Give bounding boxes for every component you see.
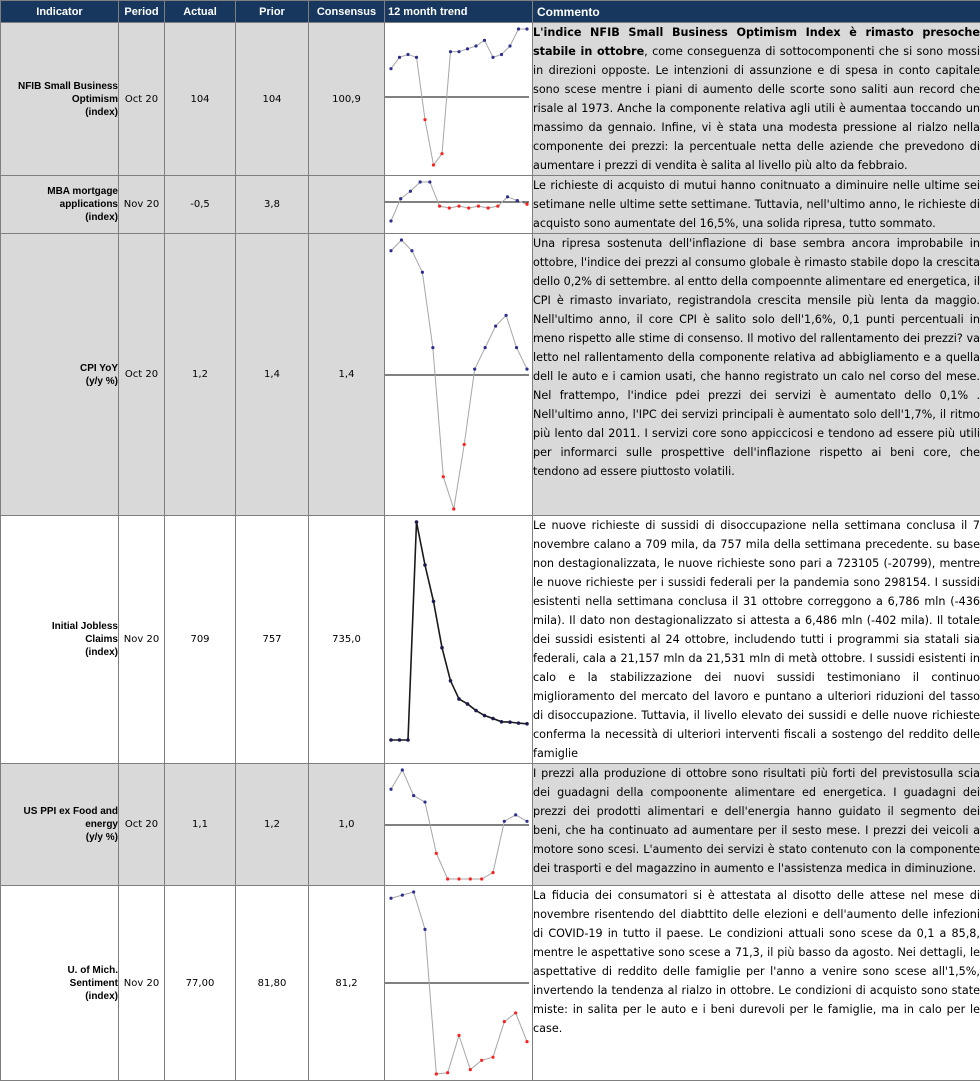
trend-point bbox=[389, 738, 393, 742]
trend-point bbox=[406, 53, 409, 56]
trend-point bbox=[400, 238, 403, 241]
sparkline-svg bbox=[385, 176, 533, 227]
trend-point bbox=[500, 53, 503, 56]
trend-point bbox=[457, 877, 460, 880]
trend-point bbox=[466, 702, 470, 706]
trend-point bbox=[446, 877, 449, 880]
actual-cell: 77,00 bbox=[165, 886, 236, 1081]
trend-point bbox=[423, 800, 426, 803]
header-period: Period bbox=[119, 1, 165, 23]
consensus-cell: 81,2 bbox=[309, 886, 385, 1081]
trend-point bbox=[514, 813, 517, 816]
consensus-cell: 100,9 bbox=[309, 23, 385, 176]
period-cell: Oct 20 bbox=[119, 764, 165, 886]
trend-point bbox=[517, 27, 520, 30]
prior-cell: 81,80 bbox=[236, 886, 309, 1081]
table-row bbox=[1, 886, 980, 1081]
trend-point bbox=[435, 1072, 438, 1075]
trend-point bbox=[457, 1034, 460, 1037]
trend-point bbox=[491, 56, 494, 59]
trend-point bbox=[469, 877, 472, 880]
table-row bbox=[1, 516, 980, 764]
trend-point bbox=[412, 890, 415, 893]
period-cell: Oct 20 bbox=[119, 234, 165, 516]
trend-point bbox=[423, 928, 426, 931]
trend-point bbox=[463, 443, 466, 446]
trend-point bbox=[473, 368, 476, 371]
trend-point bbox=[399, 197, 402, 200]
trend-point bbox=[477, 205, 480, 208]
trend-point bbox=[484, 346, 487, 349]
trend-point bbox=[432, 163, 435, 166]
prior-cell: 1,2 bbox=[236, 764, 309, 886]
trend-point bbox=[525, 820, 528, 823]
trend-point bbox=[469, 1068, 472, 1071]
trend-point bbox=[410, 249, 413, 252]
header-prior: Prior bbox=[236, 1, 309, 23]
actual-cell: 104 bbox=[165, 23, 236, 176]
header-row bbox=[1, 1, 980, 23]
actual-cell: 1,1 bbox=[165, 764, 236, 886]
indicator-name: CPI YoY (y/y %) bbox=[1, 234, 119, 516]
trend-point bbox=[389, 249, 392, 252]
trend-point bbox=[442, 475, 445, 478]
trend-point bbox=[525, 27, 528, 30]
trend-point bbox=[389, 788, 392, 791]
trend-point bbox=[415, 56, 418, 59]
trend-point bbox=[449, 679, 453, 683]
table-row bbox=[1, 23, 980, 176]
trend-point bbox=[506, 195, 509, 198]
trend-point bbox=[440, 152, 443, 155]
trend-point bbox=[446, 1071, 449, 1074]
indicator-name: Initial Jobless Claims (index) bbox=[1, 516, 119, 764]
trend-point bbox=[389, 897, 392, 900]
indicator-name: NFIB Small Business Optimism (index) bbox=[1, 23, 119, 176]
trend-point bbox=[428, 180, 431, 183]
indicator-name: U. of Mich. Sentiment (index) bbox=[1, 886, 119, 1081]
trend-chart bbox=[385, 764, 533, 886]
trend-point bbox=[419, 180, 422, 183]
trend-point bbox=[515, 346, 518, 349]
trend-point bbox=[516, 199, 519, 202]
trend-point bbox=[525, 368, 528, 371]
sparkline-svg bbox=[385, 764, 533, 885]
trend-chart bbox=[385, 886, 533, 1081]
trend-point bbox=[423, 563, 427, 567]
actual-cell: 709 bbox=[165, 516, 236, 764]
trend-point bbox=[517, 721, 521, 725]
comment-cell: I prezzi alla produzione di ottobre sono risultati più forti del previstosulla scia dei guadagni della compoonente alimentare ed energetica. I guadagni dei prezzi dei prodotti alimentari e dell'energia hanno guidato il segmento dei beni, che ha continuato ad aumentare per il sesto mese. I prezzi dei veicoli a motore sono scesi. L'aumento dei servizi è stato contenuto con la componente dei trasporti e del magazzino in aumento e l'assistenza medica in diminuzione. bbox=[533, 764, 980, 886]
trend-point bbox=[487, 206, 490, 209]
trend-point bbox=[457, 697, 461, 701]
comment-cell: Una ripresa sostenuta dell'inflazione di base sembra ancora improbabile in ottobre, l'indice dei prezzi al consumo globale è rimasto stabile dopo la crescita dello 0,2% di settembre. al entto della compoennte alimentare ed energetica, il CPI è rimasto invariato, registrandola crescita mensile più lenta da maggio. Nell'ultimo anno, il core CPI è salito solo dell'1,6%, 0,1 punti percentuali in meno rispetto alle stime di consenso. Il motivo del rallentamento dei prezzi? va letto nel rallentamento della componente relativa ad abbigliamento e a quella dell le auto e i camion usati, che hanno registrato un calo nel corso del mese. Nel frattempo, l'indice pdei prezzi dei servizi è aumentato dello 0,1% . Nell'ultimo anno, l'IPC dei servizi principali è aumentato solo dell'1,7%, il ritmo più lento dal 2011. I servizi core sono appiccicosi e tendono ad essere più utili per informarci sulle prospettive dell'inflazione rispetto ai beni core, che tendono ad essere piuttosto volatili. bbox=[533, 234, 980, 516]
trend-point bbox=[525, 1040, 528, 1043]
trend-chart bbox=[385, 516, 533, 764]
prior-cell: 1,4 bbox=[236, 234, 309, 516]
table-row bbox=[1, 764, 980, 886]
prior-cell: 757 bbox=[236, 516, 309, 764]
trend-point bbox=[412, 794, 415, 797]
indicator-name: US PPI ex Food and energy (y/y %) bbox=[1, 764, 119, 886]
trend-point bbox=[525, 722, 529, 726]
trend-point bbox=[474, 709, 478, 713]
actual-cell: -0,5 bbox=[165, 176, 236, 234]
trend-point bbox=[508, 720, 512, 724]
period-cell: Oct 20 bbox=[119, 23, 165, 176]
table-row bbox=[1, 234, 980, 516]
trend-point bbox=[508, 44, 511, 47]
trend-point bbox=[504, 314, 507, 317]
comment-cell: Le richieste di acquisto di mutui hanno conitnuato a diminuire nelle ultime sei setimane nelle ultime sette settimane. Tuttavia, nell'ultimo anno, le richieste di acquisto sono aumentate del 16,5%, una solida ripresa, tutto sommato. bbox=[533, 176, 980, 234]
trend-point bbox=[480, 1059, 483, 1062]
trend-point bbox=[452, 507, 455, 510]
table-row bbox=[1, 176, 980, 234]
trend-chart bbox=[385, 176, 533, 234]
trend-point bbox=[525, 203, 528, 206]
trend-point bbox=[503, 820, 506, 823]
trend-point bbox=[401, 894, 404, 897]
trend-point bbox=[431, 346, 434, 349]
trend-point bbox=[432, 600, 436, 604]
trend-point bbox=[491, 871, 494, 874]
trend-point bbox=[449, 50, 452, 53]
sparkline-svg bbox=[385, 886, 533, 1080]
trend-point bbox=[496, 205, 499, 208]
actual-cell: 1,2 bbox=[165, 234, 236, 516]
trend-point bbox=[483, 39, 486, 42]
comment-cell: Le nuove richieste di sussidi di disoccupazione nella settimana conclusa il 7 novembre calano a 709 mila, da 757 mila della settimana precedente. su base non destagionalizzata, le nuove richieste sono pari a 723105 (-20799), mentre le nuove richieste per i sussidi federali per la pandemia sono 298154. I sussidi esistenti nella settimana conclusa il 31 ottobre correggono a 6,786 mln (-436 mila). Il dato non destagionalizzato si attesta a 6,486 mln (-402 mila). Il totale dei sussidi esistenti al 24 ottobre, includendo tutti i programmi sia statali sia federali, cala a 21,157 mln da 21,531 mln di metà ottobre. I sussidi esistenti in calo e la stabilizzazione dei nuovi sussidi testimoniano il continuo miglioramento del mercato del lavoro e puntano a ulteriori riduzioni del tasso di disoccupazione. Tuttavia, il livello elevato dei sussidi e delle nuove richieste conferma la necessità di ulteriori interventi fiscali a sostengo del reddito delle famiglie bbox=[533, 516, 980, 764]
trend-point bbox=[480, 877, 483, 880]
sparkline-svg bbox=[385, 234, 533, 515]
trend-point bbox=[398, 56, 401, 59]
trend-point bbox=[448, 206, 451, 209]
trend-chart bbox=[385, 234, 533, 516]
prior-cell: 3,8 bbox=[236, 176, 309, 234]
trend-point bbox=[494, 324, 497, 327]
indicator-name: MBA mortgage applications (index) bbox=[1, 176, 119, 234]
consensus-cell: 1,4 bbox=[309, 234, 385, 516]
period-cell: Nov 20 bbox=[119, 886, 165, 1081]
trend-point bbox=[435, 852, 438, 855]
trend-point bbox=[474, 44, 477, 47]
trend-point bbox=[500, 720, 504, 724]
trend-point bbox=[491, 1056, 494, 1059]
trend-point bbox=[421, 271, 424, 274]
trend-point bbox=[389, 67, 392, 70]
header-consensus: Consensus bbox=[309, 1, 385, 23]
trend-point bbox=[415, 520, 419, 524]
header-comment: Commento bbox=[533, 1, 980, 23]
comment-cell: L'indice NFIB Small Business Optimism Index è rimasto presoche stabile in ottobre, come conseguenza di sottocomponenti che si sono mossi in direzioni opposte. Le intenzioni di assunzione e di spesa in conto capitale sono scese mentre i piani di aumento delle scorte sono saliti aun record che risale al 1973. Anche la componente relativa agli utili è aumentaa toccando un massimo da gennaio. Infine, vi è stata una modesta pressione al rialzo nella componente dei prezzi: la percentuale netta delle aziende che prevedono di aumentare i prezzi di vendita è salita al livello più alto da febbraio. bbox=[533, 23, 980, 176]
period-cell: Nov 20 bbox=[119, 176, 165, 234]
trend-point bbox=[401, 768, 404, 771]
consensus-cell: 735,0 bbox=[309, 516, 385, 764]
comment-cell: La fiducia dei consumatori si è attestata al disotto delle attese nel mese di novembre risentendo del diabttito delle elezioni e dell'aumento delle infezioni di COVID-19 in tutto il paese. Le condizioni attuali sono scese da 0,1 a 85,8, mentre le aspettative sono scese a 71,3, il più basso da agosto. Nei dettagli, le aspettative di reddito delle famiglie per l'anno a venire sono scese all'1,5%, invertendo la tendenza al rialzo in ottobre. Le condizioni di acquisto sono state miste: in salita per le auto e i beni durevoli per le famiglie, ma in calo per le case. bbox=[533, 886, 980, 1081]
consensus-cell bbox=[309, 176, 385, 234]
trend-point bbox=[423, 118, 426, 121]
trend-point bbox=[438, 205, 441, 208]
trend-point bbox=[466, 47, 469, 50]
trend-point bbox=[467, 206, 470, 209]
trend-point bbox=[514, 1011, 517, 1014]
trend-point bbox=[440, 646, 444, 650]
trend-point bbox=[457, 205, 460, 208]
prior-cell: 104 bbox=[236, 23, 309, 176]
header-actual: Actual bbox=[165, 1, 236, 23]
trend-chart bbox=[385, 23, 533, 176]
period-cell: Nov 20 bbox=[119, 516, 165, 764]
trend-point bbox=[503, 1020, 506, 1023]
sparkline-svg bbox=[385, 23, 533, 171]
trend-line bbox=[391, 522, 527, 740]
sparkline-svg bbox=[385, 516, 533, 746]
trend-point bbox=[389, 219, 392, 222]
trend-point bbox=[483, 714, 487, 718]
consensus-cell: 1,0 bbox=[309, 764, 385, 886]
trend-point bbox=[406, 738, 410, 742]
trend-point bbox=[409, 190, 412, 193]
header-trend: 12 month trend bbox=[385, 1, 533, 23]
trend-point bbox=[491, 717, 495, 721]
trend-point bbox=[457, 50, 460, 53]
header-indicator: Indicator bbox=[1, 1, 119, 23]
trend-point bbox=[398, 738, 402, 742]
